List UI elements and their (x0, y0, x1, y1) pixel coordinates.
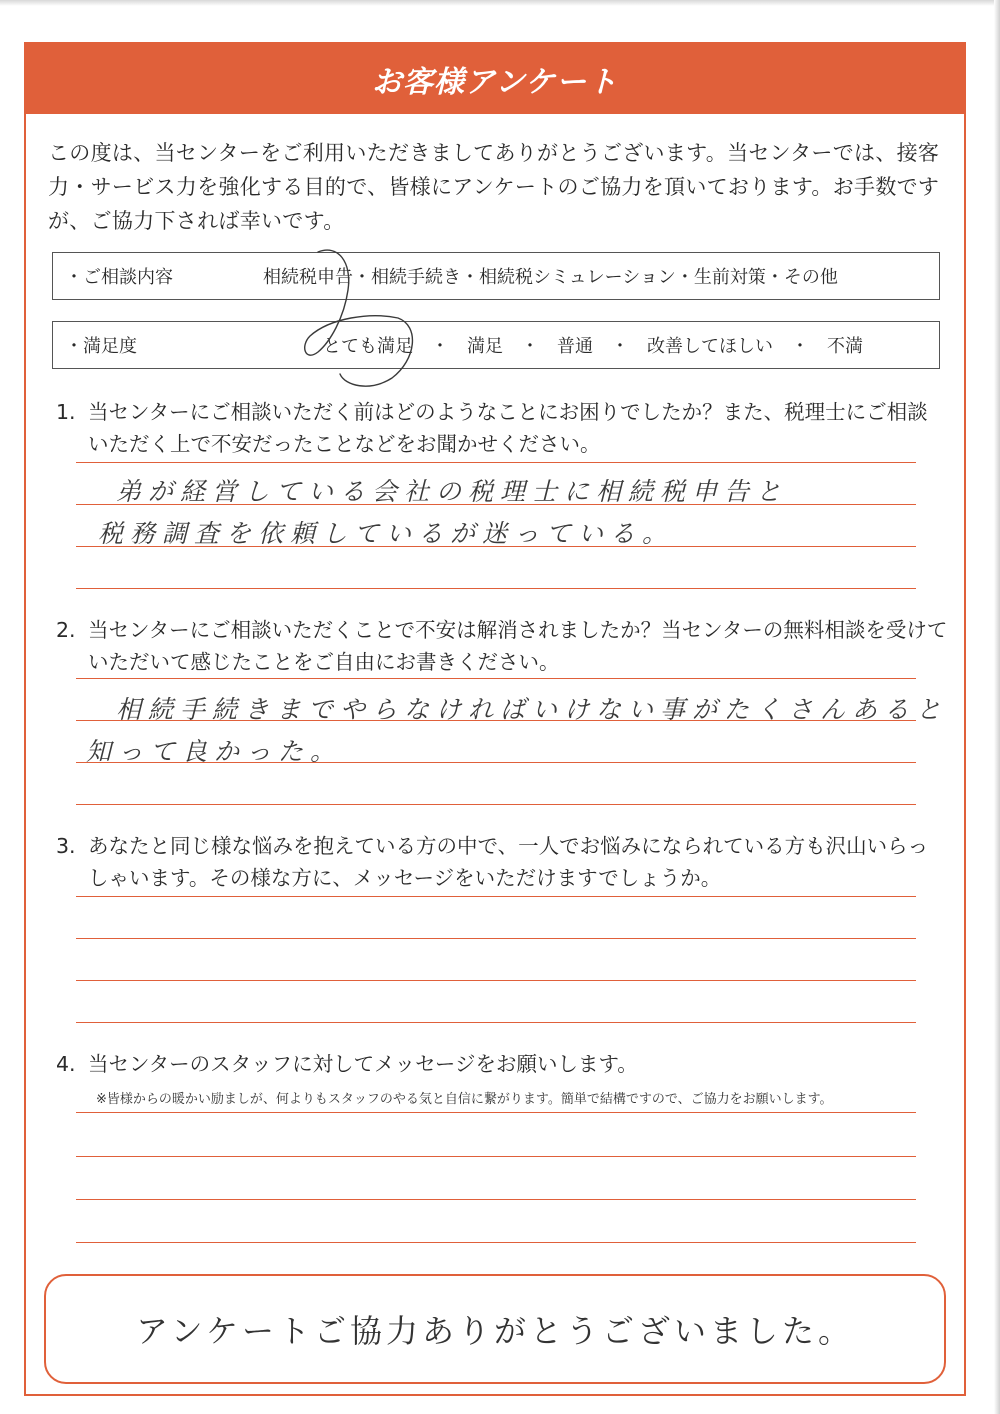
thanks-message: アンケートご協力ありがとうございました。 (44, 1274, 946, 1384)
question-text: 当センターにご相談いただく前はどのようなことにお困りでしたか？また、税理士にご相談いただく上で不安だったことなどをお聞かせください。 (88, 400, 928, 456)
question-number: 4. (56, 1052, 76, 1076)
handwritten-answer-2-line-1: 相続手続きまでやらなければいけない事がたくさんあると (116, 695, 949, 724)
consultation-label: ・ご相談内容 (65, 267, 173, 288)
question-number: 1. (56, 400, 76, 424)
question-number: 2. (56, 618, 76, 642)
question-4-note: ※皆様からの暖かい励ましが、何よりもスタッフのやる気と自信に繋がります。簡単で結構ですので、ご協力をお願いします。 (96, 1092, 833, 1107)
handwritten-answer-1-line-1: 弟が経営している会社の税理士に相続税申告と (116, 477, 789, 506)
satisfaction-options: とても満足 ・ 満足 ・ 普通 ・ 改善してほしい ・ 不満 (323, 336, 863, 357)
question-text: 当センターにご相談いただくことで不安は解消されましたか？当センターの無料相談を受けていただいて感じたことをご自由にお書きください。 (88, 618, 948, 674)
handwritten-answer-1-line-2: 税務調査を依頼しているが迷っている。 (98, 519, 675, 548)
page-title: お客様アンケート (371, 65, 619, 100)
question-number: 3. (56, 834, 76, 858)
question-text: 当センターのスタッフに対してメッセージをお願いします。 (88, 1052, 638, 1076)
satisfaction-label: ・満足度 (65, 336, 137, 357)
intro-text: この度は、当センターをご利用いただきましてありがとうございます。当センターでは、接客力・サービス力を強化する目的で、皆様にアンケートのご協力を頂いております。お手数ですが、ご協力下されば幸いです。 (48, 141, 940, 233)
handwritten-answer-2-line-2: 知って良かった。 (86, 737, 343, 766)
question-text: あなたと同じ様な悩みを抱えている方の中で、一人でお悩みになられている方も沢山いらっしゃいます。その様な方に、メッセージをいただけますでしょうか。 (88, 834, 929, 890)
consultation-options: 相続税申告・相続手続き・相続税シミュレーション・生前対策・その他 (263, 267, 838, 288)
consultation-selection-circle (305, 250, 413, 386)
